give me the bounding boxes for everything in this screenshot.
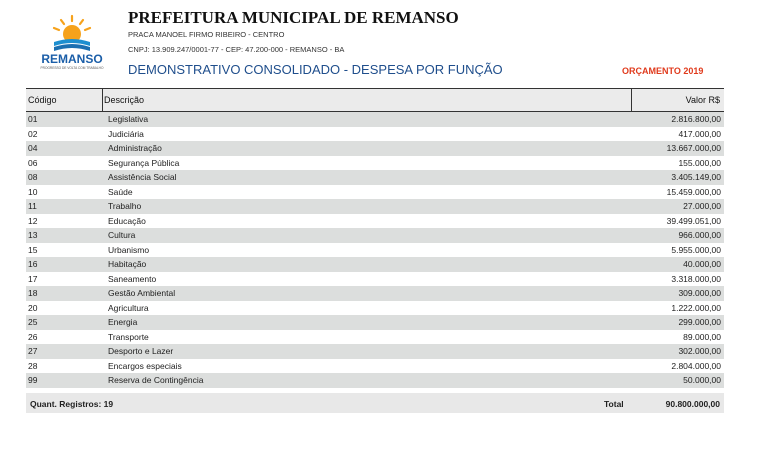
row-code: 18 bbox=[28, 288, 38, 298]
row-value: 39.499.051,00 bbox=[666, 215, 721, 226]
table-row bbox=[26, 286, 724, 301]
table-header bbox=[26, 88, 724, 112]
row-code: 26 bbox=[28, 331, 38, 342]
row-code: 04 bbox=[28, 143, 38, 153]
row-description: Urbanismo bbox=[108, 244, 150, 255]
row-code: 06 bbox=[28, 157, 38, 168]
table-row bbox=[26, 330, 724, 345]
logo-text: REMANSO bbox=[41, 52, 103, 66]
row-description: Legislativa bbox=[108, 114, 149, 124]
table-row bbox=[26, 301, 724, 316]
row-code: 17 bbox=[28, 273, 38, 284]
table-row bbox=[26, 243, 724, 258]
row-code: 10 bbox=[28, 186, 38, 197]
row-value: 309.000,00 bbox=[678, 288, 721, 298]
row-description: Cultura bbox=[108, 230, 136, 240]
row-description: Trabalho bbox=[108, 201, 142, 211]
row-value: 89.000,00 bbox=[683, 331, 721, 342]
row-code: 12 bbox=[28, 215, 38, 226]
row-value: 2.804.000,00 bbox=[671, 360, 721, 371]
logo-tagline: PROGRESSO DE VOLTA COM TRABALHO bbox=[40, 66, 104, 70]
report-header bbox=[0, 0, 768, 86]
row-code: 27 bbox=[28, 346, 38, 356]
row-value: 155.000,00 bbox=[678, 157, 721, 168]
row-code: 02 bbox=[28, 128, 38, 139]
row-description: Segurança Pública bbox=[108, 157, 180, 168]
table-row bbox=[26, 141, 724, 156]
row-value: 966.000,00 bbox=[678, 230, 721, 240]
record-count: Quant. Registros: 19 bbox=[30, 398, 114, 409]
row-description: Energia bbox=[108, 317, 138, 327]
row-value: 13.667.000,00 bbox=[666, 143, 721, 153]
table-row bbox=[26, 199, 724, 214]
table-row bbox=[26, 185, 724, 200]
org-cnpj: CNPJ: 13.909.247/0001-77 - CEP: 47.200-000 - REMANSO - BA bbox=[128, 45, 345, 54]
row-description: Saúde bbox=[108, 186, 133, 197]
remanso-logo bbox=[34, 12, 110, 74]
row-description: Gestão Ambiental bbox=[108, 288, 176, 298]
org-title: PREFEITURA MUNICIPAL DE REMANSO bbox=[128, 8, 459, 27]
table-row bbox=[26, 373, 724, 388]
row-code: 25 bbox=[28, 317, 38, 327]
row-code: 11 bbox=[28, 201, 37, 211]
row-description: Transporte bbox=[108, 331, 149, 342]
row-description: Desporto e Lazer bbox=[108, 346, 174, 356]
row-code: 13 bbox=[28, 230, 38, 240]
column-divider bbox=[631, 89, 632, 111]
waves-icon bbox=[54, 39, 90, 51]
row-description: Reserva de Contingência bbox=[108, 375, 204, 385]
column-header-description: Descrição bbox=[104, 95, 145, 105]
row-description: Saneamento bbox=[108, 273, 157, 284]
row-value: 5.955.000,00 bbox=[671, 244, 721, 255]
table-row bbox=[26, 228, 724, 243]
row-value: 3.318.000,00 bbox=[671, 273, 721, 284]
table-body bbox=[26, 112, 724, 388]
row-value: 1.222.000,00 bbox=[671, 302, 721, 313]
table-row bbox=[26, 257, 724, 272]
table-footer bbox=[26, 393, 724, 413]
row-value: 27.000,00 bbox=[683, 201, 721, 211]
table-row bbox=[26, 170, 724, 185]
row-value: 302.000,00 bbox=[678, 346, 721, 356]
row-value: 50.000,00 bbox=[683, 375, 721, 385]
row-value: 417.000,00 bbox=[678, 128, 721, 139]
table-row bbox=[26, 127, 724, 142]
row-description: Encargos especiais bbox=[108, 360, 182, 371]
row-description: Assistência Social bbox=[108, 172, 177, 182]
row-code: 99 bbox=[28, 375, 38, 385]
row-description: Educação bbox=[108, 215, 146, 226]
table-row bbox=[26, 344, 724, 359]
column-divider bbox=[102, 89, 103, 111]
row-code: 16 bbox=[28, 259, 38, 269]
row-code: 28 bbox=[28, 360, 38, 371]
row-value: 15.459.000,00 bbox=[666, 186, 721, 197]
row-code: 15 bbox=[28, 244, 38, 255]
row-code: 01 bbox=[28, 114, 38, 124]
sun-icon bbox=[54, 16, 90, 43]
row-value: 3.405.149,00 bbox=[671, 172, 721, 182]
row-description: Administração bbox=[108, 143, 162, 153]
report-title: DEMONSTRATIVO CONSOLIDADO - DESPESA POR FUNÇÃO bbox=[128, 62, 503, 77]
table-row bbox=[26, 272, 724, 287]
expense-table bbox=[26, 88, 724, 413]
table-row bbox=[26, 359, 724, 374]
total-value: 90.800.000,00 bbox=[665, 398, 720, 409]
table-row bbox=[26, 315, 724, 330]
budget-label: ORÇAMENTO 2019 bbox=[622, 66, 704, 76]
table-row bbox=[26, 214, 724, 229]
row-description: Judiciária bbox=[108, 128, 144, 139]
row-description: Habitação bbox=[108, 259, 147, 269]
table-row bbox=[26, 156, 724, 171]
table-row bbox=[26, 112, 724, 127]
row-code: 20 bbox=[28, 302, 38, 313]
column-header-value: Valor R$ bbox=[685, 95, 720, 105]
column-header-code: Código bbox=[28, 95, 57, 105]
row-value: 40.000,00 bbox=[683, 259, 721, 269]
row-code: 08 bbox=[28, 172, 38, 182]
total-label: Total bbox=[604, 398, 624, 409]
org-address: PRACA MANOEL FIRMO RIBEIRO - CENTRO bbox=[128, 30, 285, 39]
row-description: Agricultura bbox=[108, 302, 149, 313]
row-value: 299.000,00 bbox=[678, 317, 721, 327]
row-value: 2.816.800,00 bbox=[671, 114, 721, 124]
